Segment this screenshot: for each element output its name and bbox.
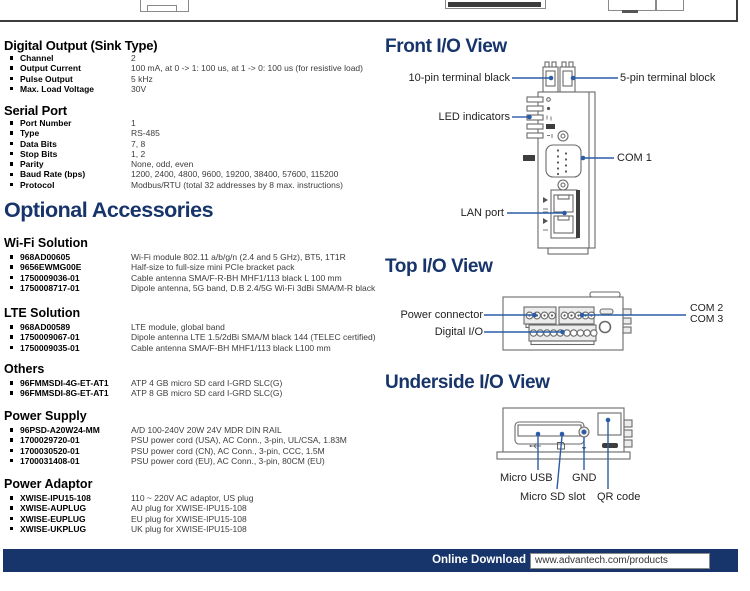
label-5pin-terminal: 5-pin terminal block xyxy=(620,72,716,84)
part-number: XWISE-AUPLUG xyxy=(20,503,87,514)
spec-value: Modbus/RTU (total 32 addresses by 8 max. instructions) xyxy=(131,179,343,190)
spec-value: 100 mA, at 0 -> 1: 100 us, at 1 -> 0: 100 us (for resistive load) xyxy=(131,63,363,74)
accessory-row xyxy=(4,283,376,293)
accessory-row xyxy=(4,252,376,262)
spec-row xyxy=(4,149,376,159)
part-number: 1750009067-01 xyxy=(20,332,80,343)
label-com2: COM 2 xyxy=(690,302,724,314)
others-rows xyxy=(4,378,376,399)
accessory-row xyxy=(4,343,376,353)
part-number: 1750009035-01 xyxy=(20,342,80,353)
group-title-power-adaptor: Power Adaptor xyxy=(4,477,93,491)
accessory-row xyxy=(4,425,376,435)
part-description: LTE module, global band xyxy=(131,322,225,332)
accessory-row xyxy=(4,332,376,342)
product-image-fragment xyxy=(140,0,189,12)
spec-row xyxy=(4,180,376,190)
product-image-fragment xyxy=(656,0,684,11)
part-number: 1700029720-01 xyxy=(20,435,80,446)
accessory-row xyxy=(4,262,376,272)
part-description: Dipole antenna, 5G band, D.B 2.4/5G Wi-Fi 3dBi SMA/M-R black xyxy=(131,282,376,293)
part-description: UK plug for XWISE-IPU15-108 xyxy=(131,523,247,534)
spec-value: None, odd, even xyxy=(131,159,194,170)
part-description: PSU power cord (CN), AC Conn., 3-pin, CCC, 1.5M xyxy=(131,445,325,456)
spec-row xyxy=(4,128,376,138)
spec-row xyxy=(4,169,376,179)
spec-label: Data Bits xyxy=(20,138,57,149)
spec-label: Parity xyxy=(20,159,44,170)
wifi-rows xyxy=(4,252,376,293)
online-download-label: Online Download xyxy=(432,554,526,566)
spec-row xyxy=(4,53,376,63)
label-lan-port: LAN port xyxy=(460,207,504,219)
group-title-lte: LTE Solution xyxy=(4,306,81,320)
accessory-row xyxy=(4,378,376,388)
part-number: 96FMMSDI-8G-ET-AT1 xyxy=(20,388,109,399)
spec-label: Type xyxy=(20,128,40,139)
group-title-others: Others xyxy=(4,362,45,376)
top-io-view-title: Top I/O View xyxy=(385,256,493,277)
lte-rows xyxy=(4,322,376,353)
spec-value: 1, 2 xyxy=(131,148,146,159)
spec-row xyxy=(4,63,376,73)
label-led-indicators: LED indicators xyxy=(438,111,510,123)
accessory-row xyxy=(4,514,376,524)
spec-label: Port Number xyxy=(20,118,72,128)
group-title-wifi: Wi-Fi Solution xyxy=(4,236,88,250)
part-description: Cable antenna SMA/F-BH MHF1/113 black L100 mm xyxy=(131,342,331,353)
part-number: XWISE-UKPLUG xyxy=(20,523,87,534)
accessory-row xyxy=(4,524,376,534)
label-10pin-terminal: 10-pin terminal black xyxy=(408,72,510,84)
spec-value: 5 kHz xyxy=(131,73,153,84)
spec-row xyxy=(4,84,376,94)
accessory-row xyxy=(4,503,376,513)
spec-label: Max. Load Voltage xyxy=(20,83,94,94)
part-description: PSU power cord (USA), AC Conn., 3-pin, UL/CSA, 1.83M xyxy=(131,435,347,446)
section-title-digital-output: Digital Output (Sink Type) xyxy=(4,38,158,53)
spec-row xyxy=(4,118,376,128)
spec-row xyxy=(4,159,376,169)
power-supply-rows xyxy=(4,425,376,466)
part-number: 1700031408-01 xyxy=(20,455,80,466)
part-number: 1700030520-01 xyxy=(20,445,80,456)
part-description: Dipole antenna LTE 1.5/2dBi SMA/M black 144 (TELEC certified) xyxy=(131,332,376,343)
part-description: A/D 100-240V 20W 24V MDR DIN RAIL xyxy=(131,425,282,435)
accessory-row xyxy=(4,446,376,456)
product-images-crop xyxy=(0,0,738,22)
part-number: 96FMMSDI-4G-ET-AT1 xyxy=(20,378,109,388)
spec-value: RS-485 xyxy=(131,128,160,139)
section-title-serial-port: Serial Port xyxy=(4,103,67,118)
part-description: PSU power cord (EU), AC Conn., 3-pin, 80CM (EU) xyxy=(131,455,325,466)
product-image-fragment xyxy=(622,10,638,13)
part-number: 968AD00589 xyxy=(20,322,71,332)
spec-label: Pulse Output xyxy=(20,73,73,84)
spec-value: 30V xyxy=(131,83,147,94)
part-description: Half-size to full-size mini PCIe bracket pack xyxy=(131,262,295,273)
part-description: ATP 8 GB micro SD card I-GRD SLC(G) xyxy=(131,388,283,399)
spec-label: Channel xyxy=(20,53,54,63)
digital-output-rows xyxy=(4,53,376,94)
part-number: 968AD00605 xyxy=(20,252,71,262)
label-digital-io: Digital I/O xyxy=(434,326,483,338)
spec-label: Stop Bits xyxy=(20,148,58,159)
product-image-fragment xyxy=(448,2,541,7)
label-com1: COM 1 xyxy=(617,152,652,164)
accessory-row xyxy=(4,322,376,332)
spec-row xyxy=(4,74,376,84)
spec-label: Output Current xyxy=(20,63,81,74)
group-title-power-supply: Power Supply xyxy=(4,409,87,423)
accessory-row xyxy=(4,273,376,283)
spec-row xyxy=(4,139,376,149)
spec-label: Protocol xyxy=(20,179,55,190)
spec-value: 7, 8 xyxy=(131,138,146,149)
accessory-row xyxy=(4,388,376,398)
label-micro-usb: Micro USB xyxy=(500,472,553,484)
product-image-fragment xyxy=(445,0,546,9)
accessory-row xyxy=(4,435,376,445)
part-description: Cable antenna SMA/F-R-BH MHF1/113 black L 100 mm xyxy=(131,272,342,283)
part-description: EU plug for XWISE-IPU15-108 xyxy=(131,513,247,524)
accessory-row xyxy=(4,493,376,503)
label-qr-code: QR code xyxy=(597,491,641,503)
spec-value: 2 xyxy=(131,53,136,63)
product-image-fragment xyxy=(147,5,177,12)
download-url[interactable]: www.advantech.com/products xyxy=(530,553,710,569)
footer-bar xyxy=(3,549,738,572)
part-number: XWISE-IPU15-108 xyxy=(20,493,91,503)
part-number: XWISE-EUPLUG xyxy=(20,513,86,524)
label-micro-sd-slot: Micro SD slot xyxy=(520,491,586,503)
part-number: 96PSD-A20W24-MM xyxy=(20,425,100,435)
front-io-diagram xyxy=(385,58,740,258)
optional-accessories-title: Optional Accessories xyxy=(4,198,214,222)
part-number: 1750009036-01 xyxy=(20,272,80,283)
part-description: AU plug for XWISE-IPU15-108 xyxy=(131,503,247,514)
part-description: Wi-Fi module 802.11 a/b/g/n (2.4 and 5 GHz), BT5, 1T1R xyxy=(131,252,346,262)
power-adaptor-rows xyxy=(4,493,376,534)
underside-io-view-title: Underside I/O View xyxy=(385,372,550,393)
part-description: 110 ~ 220V AC adaptor, US plug xyxy=(131,493,254,503)
spec-value: 1 xyxy=(131,118,136,128)
serial-port-rows xyxy=(4,118,376,190)
part-number: 1750008717-01 xyxy=(20,282,80,293)
label-power-connector: Power connector xyxy=(400,309,483,321)
label-com3: COM 3 xyxy=(690,313,724,325)
front-io-view-title: Front I/O View xyxy=(385,36,507,57)
spec-value: 1200, 2400, 4800, 9600, 19200, 38400, 57600, 115200 xyxy=(131,169,339,180)
part-number: 9656EWMG00E xyxy=(20,262,82,273)
part-description: ATP 4 GB micro SD card I-GRD SLC(G) xyxy=(131,378,283,388)
label-gnd: GND xyxy=(572,472,597,484)
accessory-row xyxy=(4,456,376,466)
spec-label: Baud Rate (bps) xyxy=(20,169,86,180)
